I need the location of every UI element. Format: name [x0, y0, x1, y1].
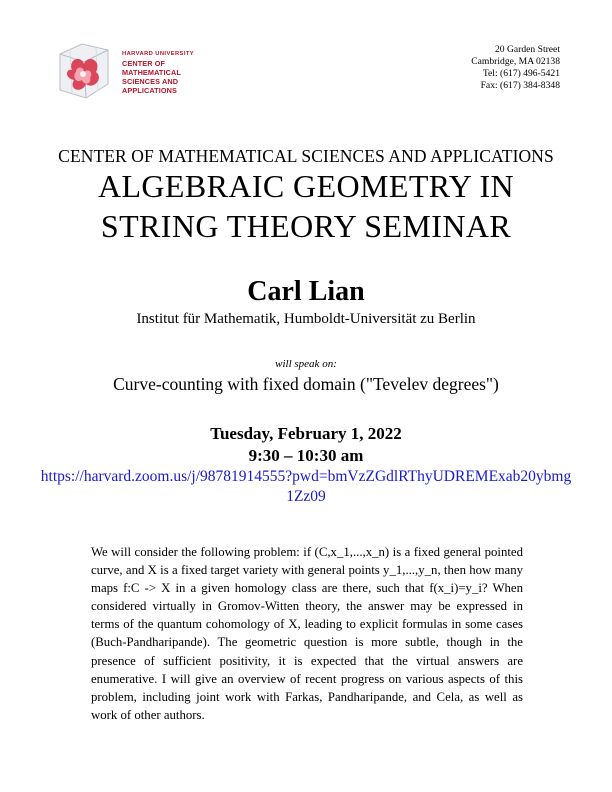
logo-sciences-text: SCIENCES AND APPLICATIONS: [122, 77, 179, 95]
talk-title: Curve-counting with fixed domain ("Tevelev degrees"): [113, 374, 499, 394]
address-street: 20 Garden Street: [494, 44, 560, 55]
seminar-title-line-2: STRING THEORY SEMINAR: [100, 208, 512, 244]
seminar-title-line-1: ALGEBRAIC GEOMETRY IN: [97, 168, 515, 204]
abstract-text: We will consider the following problem: if (C,x_1,...,x_n) is a fixed general pointed curve, and X is a fixed target variety with general points y_1,...,y_n, then how many maps f:C -> X in a given homology class are there, such that f(x_i)=y_i? When considered virtually in Gromov-Witten theory, the answer may be expressed in terms of the quantum cohomology of X, leading to explicit formulas in some cases (Buch-Pandharipande). The geometric question is more subtle, though in the presence of sufficient positivity, it is expected that the virtual answers are enumerative. I will give an overview of recent progress on various aspects of this problem, including joint work with Farkas, Pandharipande, and Cela, as well as work of other authors.: [91, 545, 523, 722]
address-city: Cambridge, MA 02138: [471, 56, 560, 67]
speaker-name: Carl Lian: [247, 276, 365, 307]
logo-university-text: HARVARD UNIVERSITY: [122, 51, 195, 57]
zoom-link[interactable]: https://harvard.zoom.us/j/98781914555?pwd=bmVzZGdlRThyUDREMExab20ybmg1Zz09: [40, 468, 572, 505]
address-fax: Fax: (617) 384-8348: [480, 80, 560, 91]
speaker-affiliation: Institut für Mathematik, Humboldt-Universität zu Berlin: [136, 311, 476, 327]
cube-logo-icon: [52, 40, 118, 106]
logo-center-text: CENTER OF MATHEMATICAL: [122, 59, 181, 77]
cmsa-logo: [52, 40, 222, 106]
address-block: [471, 44, 560, 92]
organization-heading: CENTER OF MATHEMATICAL SCIENCES AND APPLICATIONS: [58, 146, 554, 166]
event-date: Tuesday, February 1, 2022: [210, 424, 402, 443]
address-tel: Tel: (617) 496-5421: [482, 68, 560, 79]
zoom-link-container: [40, 467, 572, 507]
will-speak-label: will speak on:: [275, 358, 337, 370]
event-time: 9:30 – 10:30 am: [248, 446, 364, 465]
